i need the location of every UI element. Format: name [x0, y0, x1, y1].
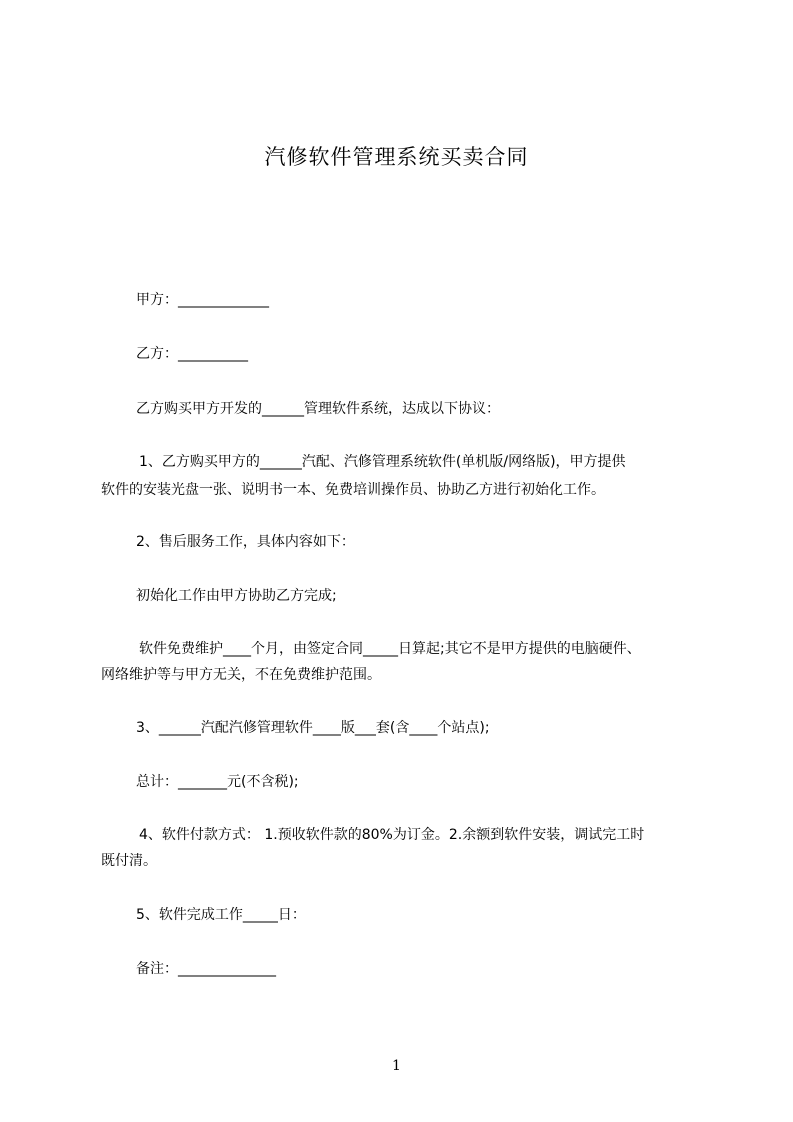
clause-2: 2、售后服务工作，具体内容如下： [136, 534, 355, 550]
intro-paragraph: 乙方购买甲方开发的______管理软件系统，达成以下协议： [136, 401, 500, 417]
clause-5: 5、软件完成工作_____日： [136, 907, 306, 923]
remark-line: 备注：______________ [136, 961, 276, 977]
maintenance-line-2: 网络维护等与甲方无关，不在免费维护范围。 [101, 667, 381, 683]
clause-1-line-2: 软件的安装光盘一张、说明书一本、免费培训操作员、协助乙方进行初始化工作。 [101, 482, 605, 498]
document-title: 汽修软件管理系统买卖合同 [264, 145, 529, 169]
party-b-line: 乙方：__________ [136, 346, 248, 362]
page-number: 1 [392, 1058, 401, 1074]
clause-4-line-2: 既付清。 [101, 853, 157, 869]
init-work-line: 初始化工作由甲方协助乙方完成; [136, 588, 337, 604]
party-a-line: 甲方：_____________ [136, 292, 269, 308]
maintenance-line-1: 软件免费维护____个月，由签定合同_____日算起;其它不是甲方提供的电脑硬件、 [139, 641, 641, 657]
total-line: 总计：_______元(不含税); [136, 774, 299, 790]
clause-4-line-1: 4、软件付款方式： 1.预收软件款的80%为订金。2.余额到软件安装，调试完工时 [139, 827, 645, 843]
clause-3: 3、______汽配汽修管理软件____版___套(含____个站点); [136, 720, 490, 736]
clause-1-line-1: 1、乙方购买甲方的______汽配、汽修管理系统软件(单机版/网络版)，甲方提供 [139, 454, 626, 470]
